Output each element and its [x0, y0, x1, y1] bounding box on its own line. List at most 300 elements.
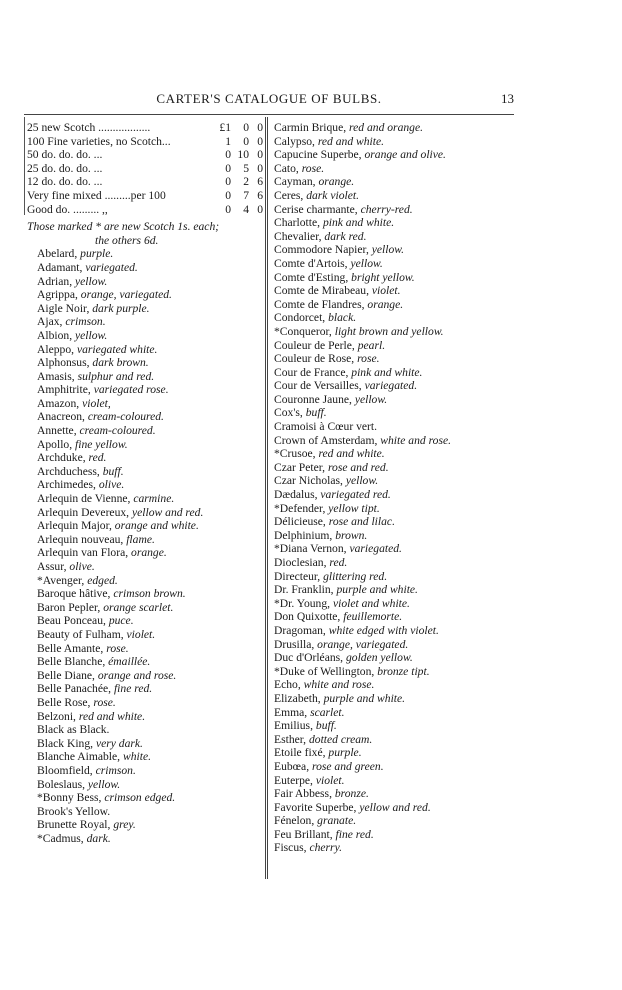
price-shillings: 4 — [243, 202, 249, 216]
bulb-name: Brook's Yellow. — [37, 804, 111, 818]
bulb-entry — [37, 642, 263, 656]
bulb-name: Dædalus, — [274, 488, 318, 502]
bulb-name: Aigle Noir, — [37, 301, 90, 315]
bulb-entry — [37, 465, 263, 479]
bulb-description: olive. — [69, 560, 95, 573]
bulb-description: violet and white. — [332, 596, 410, 610]
bulb-description: olive. — [98, 478, 125, 492]
bulb-entry — [37, 451, 263, 465]
bulb-entry — [37, 261, 263, 275]
bulb-name: Comte d'Esting, — [274, 270, 349, 284]
bulb-name: Arlequin Major, — [37, 519, 112, 533]
bulb-description: feuillemorte. — [343, 610, 403, 624]
bulb-name: Elizabeth, — [274, 691, 321, 705]
bulb-description: red and white. — [78, 709, 146, 723]
bulb-description: white. — [122, 750, 152, 764]
price-row — [27, 148, 263, 162]
bulb-description: variegated white. — [76, 342, 158, 356]
bulb-description: rose and red. — [327, 460, 389, 474]
bulb-name: Drusilla, — [274, 637, 315, 651]
bulb-entry — [37, 669, 263, 683]
bulb-description: buff. — [102, 464, 124, 478]
bulb-description: bronze tipt. — [377, 664, 430, 678]
bulb-description: carmine. — [133, 492, 175, 506]
bulb-entry — [274, 597, 520, 611]
bulb-name: Beauty of Fulham, — [37, 627, 124, 641]
column-divider — [265, 117, 268, 879]
price-shillings: 0 — [243, 134, 249, 148]
price-description: Very fine mixed .........per 100 — [27, 188, 166, 202]
bulb-description: yellow. — [75, 328, 108, 342]
bulb-entry — [274, 733, 520, 747]
bulb-name: Carmin Brique, — [274, 121, 347, 134]
bulb-name: Délicieuse, — [274, 515, 326, 529]
bulb-entry — [274, 271, 520, 285]
bulb-description: pearl. — [357, 338, 386, 352]
bulb-description: bronze. — [334, 787, 369, 801]
bulb-name: *Dr. Young, — [274, 596, 331, 610]
bulb-entry — [37, 288, 263, 302]
bulb-description: buff. — [315, 719, 337, 733]
bulb-description: yellow. — [371, 243, 405, 257]
bulb-entry — [274, 570, 520, 584]
bulb-name: Charlotte, — [274, 216, 321, 230]
bulb-description: rose. — [301, 161, 325, 175]
price-pence: 0 — [257, 161, 263, 175]
price-row — [27, 203, 263, 217]
bulb-name: Boleslaus, — [37, 777, 85, 791]
bulb-entry — [37, 506, 263, 520]
bulb-description: dark brown. — [92, 356, 149, 370]
price-table-left-border — [24, 117, 25, 215]
bulb-name: *Cadmus, — [37, 831, 84, 845]
bulb-name: Baroque hâtive, — [37, 587, 111, 601]
bulb-name: Bloomfield, — [37, 763, 93, 777]
bulb-entry — [274, 175, 520, 189]
bulb-description: fine red. — [335, 827, 374, 841]
bulb-description: fine red. — [113, 682, 153, 696]
bulb-description: cream-coloured. — [79, 424, 156, 438]
bulb-entry — [274, 203, 520, 217]
bulb-name: Comte de Mirabeau, — [274, 284, 369, 298]
bulb-entry — [274, 420, 520, 434]
bulb-entry — [37, 329, 263, 343]
bulb-entry — [274, 379, 520, 393]
bulb-name: Crown of Amsterdam, — [274, 433, 378, 447]
bulb-description: red and white. — [317, 134, 385, 148]
bulb-description: yellow and red. — [131, 505, 204, 519]
bulb-entry — [274, 529, 520, 543]
bulb-name: Favorite Superbe, — [274, 800, 357, 814]
price-pounds: 1 — [225, 134, 231, 148]
bulb-entry — [37, 682, 263, 696]
bulb-entry — [37, 750, 263, 764]
bulb-entry — [274, 366, 520, 380]
bulb-description: yellow. — [350, 256, 383, 270]
bulb-name: *Duke of Wellington, — [274, 664, 375, 678]
bulb-entry — [274, 189, 520, 203]
bulb-description: pink and white. — [351, 365, 423, 379]
bulb-entry — [274, 610, 520, 624]
bulb-description: rose. — [357, 352, 380, 366]
bulb-name: *Crusoe, — [274, 447, 316, 461]
bulb-entry — [274, 135, 520, 149]
bulb-name: Etoile fixé, — [274, 746, 326, 760]
bulb-description: orange. — [131, 546, 167, 560]
bulb-description: violet. — [126, 627, 156, 641]
bulb-entry — [274, 352, 520, 366]
bulb-name: Ceres, — [274, 188, 304, 202]
bulb-entry — [274, 393, 520, 407]
bulb-name: Beau Ponceau, — [37, 614, 106, 628]
bulb-name: Assur, — [37, 560, 67, 573]
bulb-description: violet. — [371, 284, 401, 298]
bulb-name: Arlequin van Flora, — [37, 546, 129, 560]
price-pence: 0 — [257, 148, 263, 162]
bulb-entry — [274, 814, 520, 828]
bulb-description: yellow. — [345, 474, 379, 488]
page-header — [24, 91, 514, 109]
bulb-entry — [37, 302, 263, 316]
bulb-entry — [274, 325, 520, 339]
bulb-description: fine yellow. — [75, 437, 128, 451]
bulb-description: cherry-red. — [360, 202, 413, 216]
bulb-entry — [37, 397, 263, 411]
bulb-description: crimson edged. — [104, 791, 176, 805]
bulb-name: Adrian, — [37, 274, 73, 288]
bulb-name: *Diana Vernon, — [274, 542, 347, 556]
bulb-name: Amazon, — [37, 396, 80, 410]
bulb-description: light brown and yellow. — [334, 324, 444, 338]
price-description: 25 do. do. do. ... — [27, 161, 103, 175]
bulb-entry — [37, 710, 263, 724]
bulb-name: Arlequin Devereux, — [37, 505, 130, 519]
bulb-name: Arlequin de Vienne, — [37, 492, 131, 506]
bulb-description: variegated. — [349, 542, 402, 556]
bulb-description: dark purple. — [92, 301, 150, 315]
bulb-entry — [274, 542, 520, 556]
bulb-entry — [274, 488, 520, 502]
bulb-name: Fénelon, — [274, 814, 315, 828]
bulb-name: Arlequin nouveau, — [37, 532, 124, 546]
bulb-entry — [274, 746, 520, 760]
bulb-entry — [37, 832, 263, 846]
bulb-entry — [274, 257, 520, 271]
bulb-description: white and rose. — [303, 678, 375, 692]
bulb-entry — [37, 737, 263, 751]
price-pence: 0 — [257, 134, 263, 148]
price-shillings: 0 — [243, 121, 249, 134]
bulb-description: grey. — [113, 818, 136, 832]
bulb-entry — [274, 556, 520, 570]
bulb-name: Comte d'Artois, — [274, 256, 348, 270]
bulb-entry — [37, 533, 263, 547]
bulb-entry — [37, 519, 263, 533]
price-row — [27, 175, 263, 189]
bulb-entry — [274, 311, 520, 325]
price-pence: 0 — [257, 202, 263, 216]
bulb-name: Aleppo, — [37, 342, 75, 356]
bulb-entry — [274, 719, 520, 733]
bulb-entry — [274, 148, 520, 162]
bulb-entry — [37, 696, 263, 710]
bulb-description: puce. — [108, 614, 134, 628]
bulb-entry — [37, 818, 263, 832]
bulb-entry — [274, 230, 520, 244]
bulb-name: Chevalier, — [274, 229, 322, 243]
bulb-entry — [37, 410, 263, 424]
bulb-name: Brunette Royal, — [37, 818, 111, 832]
bulb-entry — [274, 801, 520, 815]
bulb-entry — [274, 284, 520, 298]
bulb-name: Fiscus, — [274, 841, 307, 855]
bulb-entry — [37, 764, 263, 778]
bulb-description: orange. — [318, 175, 355, 189]
price-description: 50 do. do. do. ... — [27, 148, 103, 162]
bulb-entry — [37, 315, 263, 329]
bulb-name: Cato, — [274, 161, 299, 175]
bulb-name: Cour de France, — [274, 365, 349, 379]
bulb-entry — [37, 574, 263, 588]
bulb-description: golden yellow. — [345, 651, 413, 665]
bulb-name: Commodore Napier, — [274, 243, 369, 257]
bulb-description: variegated. — [364, 379, 418, 393]
bulb-entry — [37, 492, 263, 506]
bulb-name: Don Quixotte, — [274, 610, 341, 624]
bulb-description: orange and white. — [114, 519, 199, 533]
bulb-description: orange and olive. — [364, 148, 446, 162]
bulb-description: rose and green. — [312, 759, 384, 773]
bulb-name: Belle Panachée, — [37, 682, 112, 696]
bulb-description: violet, — [82, 396, 111, 410]
bulb-description: cream-coloured. — [87, 410, 164, 424]
bulb-name: Cramoisi à Cœur vert. — [274, 420, 378, 434]
bulb-entry — [37, 614, 263, 628]
bulb-entry — [274, 841, 520, 855]
bulb-description: yellow tipt. — [328, 501, 380, 515]
bulb-name: Euterpe, — [274, 773, 313, 787]
bulb-description: white and rose. — [380, 433, 452, 447]
running-title: CARTER'S CATALOGUE OF BULBS. — [156, 91, 382, 106]
bulb-description: edged. — [87, 573, 118, 587]
bulb-name: Delphinium, — [274, 528, 333, 542]
bulb-name: Calypso, — [274, 134, 315, 148]
bulb-entry — [274, 339, 520, 353]
bulb-entry — [274, 760, 520, 774]
bulb-description: bright yellow. — [351, 270, 415, 284]
bulb-description: dark. — [86, 831, 111, 845]
bulb-name: Belle Amante, — [37, 641, 104, 655]
bulb-entry — [274, 216, 520, 230]
bulb-description: white edged with violet. — [328, 623, 439, 637]
bulb-description: cherry. — [309, 841, 342, 855]
bulb-entry — [274, 706, 520, 720]
price-description: Good do. ......... ,, — [27, 202, 108, 216]
bulb-entry — [274, 298, 520, 312]
bulb-name: Apollo, — [37, 437, 73, 451]
bulb-name: Belzoni, — [37, 709, 76, 723]
bulb-name: Belle Diane, — [37, 668, 95, 682]
bulb-description: crimson brown. — [113, 587, 186, 601]
bulb-entry — [274, 162, 520, 176]
price-description: 25 new Scotch .................. — [27, 121, 151, 134]
bulb-description: variegated red. — [320, 488, 391, 502]
bulb-name: Eubœa, — [274, 759, 310, 773]
bulb-name: Albion, — [37, 328, 73, 342]
price-pounds: 0 — [225, 175, 231, 189]
bulb-entry — [274, 243, 520, 257]
bulb-entry — [274, 624, 520, 638]
bulb-entry — [37, 247, 263, 261]
bulb-name: *Avenger, — [37, 573, 85, 587]
bulb-description: red and orange. — [349, 121, 424, 134]
bulb-name: *Defender, — [274, 501, 326, 515]
bulb-entry — [37, 438, 263, 452]
bulb-description: red and white. — [318, 447, 385, 461]
bulb-description: rose and lilac. — [328, 515, 395, 529]
bulb-description: sulphur and red. — [77, 369, 155, 383]
bulb-entry — [274, 692, 520, 706]
price-pence: 6 — [257, 188, 263, 202]
bulb-name: Abelard, — [37, 247, 78, 261]
bulb-name: Echo, — [274, 678, 301, 692]
bulb-entry — [37, 370, 263, 384]
bulb-name: Blanche Aimable, — [37, 750, 121, 764]
bulb-name: Emilius, — [274, 719, 313, 733]
right-entry-list — [274, 121, 520, 855]
bulb-entry — [37, 791, 263, 805]
price-pounds: £1 — [219, 121, 231, 134]
price-row — [27, 121, 263, 135]
bulb-name: Belle Rose, — [37, 695, 91, 709]
bulb-name: Archduchess, — [37, 464, 100, 478]
bulb-name: Emma, — [274, 705, 308, 719]
bulb-description: granate. — [317, 814, 357, 828]
bulb-entry — [37, 655, 263, 669]
bulb-name: Amasis, — [37, 369, 75, 383]
bulb-name: Feu Brillant, — [274, 827, 333, 841]
bulb-name: *Conqueror, — [274, 324, 332, 338]
bulb-entry — [37, 805, 263, 819]
bulb-name: Dioclesian, — [274, 556, 327, 569]
bulb-name: Couronne Jaune, — [274, 392, 352, 406]
bulb-description: black. — [328, 311, 357, 325]
bulb-description: orange scarlet. — [103, 600, 174, 614]
price-row — [27, 189, 263, 203]
bulb-description: pink and white. — [322, 216, 395, 230]
bulb-name: Cayman, — [274, 175, 316, 189]
price-row — [27, 135, 263, 149]
bulb-name: Duc d'Orléans, — [274, 651, 344, 665]
bulb-name: Directeur, — [274, 569, 321, 583]
note-line-2: the others 6d. — [95, 233, 159, 247]
bulb-description: yellow and red. — [359, 800, 431, 814]
bulb-name: Dragoman, — [274, 623, 326, 637]
bulb-description: flame. — [126, 532, 155, 546]
bulb-entry — [274, 434, 520, 448]
bulb-description: brown. — [335, 528, 368, 542]
bulb-name: Couleur de Rose, — [274, 352, 355, 366]
bulb-name: Czar Peter, — [274, 460, 326, 474]
header-rule — [24, 114, 514, 115]
bulb-name: Dr. Franklin, — [274, 583, 334, 597]
bulb-entry — [37, 723, 263, 737]
price-pence: 0 — [257, 121, 263, 134]
bulb-entry — [37, 275, 263, 289]
bulb-entry — [274, 678, 520, 692]
price-table — [27, 121, 263, 216]
bulb-entry — [274, 774, 520, 788]
bulb-description: rose. — [93, 695, 116, 709]
bulb-name: Annette, — [37, 424, 77, 438]
bulb-name: Czar Nicholas, — [274, 474, 343, 488]
price-description: 12 do. do. do. ... — [27, 175, 103, 189]
bulb-name: Archimedes, — [37, 478, 96, 492]
bulb-description: red. — [88, 451, 107, 465]
bulb-description: dark violet. — [306, 188, 360, 202]
bulb-entry — [274, 638, 520, 652]
price-pounds: 0 — [225, 148, 231, 162]
left-entry-list — [27, 247, 263, 845]
bulb-description: violet. — [315, 773, 345, 787]
bulb-description: dark red. — [324, 229, 367, 243]
bulb-entry — [37, 383, 263, 397]
bulb-description: yellow. — [75, 274, 108, 288]
price-shillings: 7 — [243, 188, 249, 202]
bulb-entry — [274, 502, 520, 516]
bulb-entry — [37, 343, 263, 357]
bulb-name: Black King, — [37, 736, 94, 750]
bulb-entry — [274, 515, 520, 529]
bulb-name: Archduke, — [37, 451, 86, 465]
bulb-description: orange, variegated. — [317, 637, 409, 651]
bulb-entry — [274, 406, 520, 420]
bulb-entry — [274, 474, 520, 488]
bulb-entry — [274, 787, 520, 801]
bulb-description: very dark. — [95, 736, 143, 750]
bulb-name: Alphonsus, — [37, 356, 90, 370]
bulb-name: Black as Black. — [37, 723, 110, 737]
bulb-entry — [274, 121, 520, 135]
price-shillings: 5 — [243, 161, 249, 175]
price-description: 100 Fine varieties, no Scotch... — [27, 134, 171, 148]
bulb-description: purple and white. — [323, 691, 406, 705]
bulb-name: Cerise charmante, — [274, 202, 358, 216]
bulb-name: Cour de Versailles, — [274, 379, 362, 393]
note-line-1: Those marked * are new Scotch 1s. each; — [27, 220, 220, 234]
bulb-name: Agrippa, — [37, 288, 78, 302]
bulb-name: *Bonny Bess, — [37, 791, 102, 805]
price-pounds: 0 — [225, 202, 231, 216]
bulb-name: Baron Pepler, — [37, 600, 101, 614]
bulb-description: variegated. — [85, 260, 138, 274]
price-shillings: 10 — [237, 148, 249, 162]
bulb-entry — [37, 356, 263, 370]
bulb-description: purple and white. — [336, 583, 418, 597]
bulb-name: Ajax, — [37, 315, 63, 329]
bulb-name: Amphitrite, — [37, 383, 91, 397]
bulb-description: variegated rose. — [93, 383, 169, 397]
bulb-description: yellow. — [354, 392, 388, 406]
left-column — [27, 121, 263, 845]
bulb-entry — [274, 583, 520, 597]
bulb-description: orange, variegated. — [80, 288, 172, 302]
bulb-description: orange and rose. — [97, 668, 177, 682]
bulb-entry — [37, 546, 263, 560]
bulb-description: orange. — [367, 297, 404, 311]
price-pounds: 0 — [225, 188, 231, 202]
bulb-description: émaillée. — [108, 655, 151, 669]
